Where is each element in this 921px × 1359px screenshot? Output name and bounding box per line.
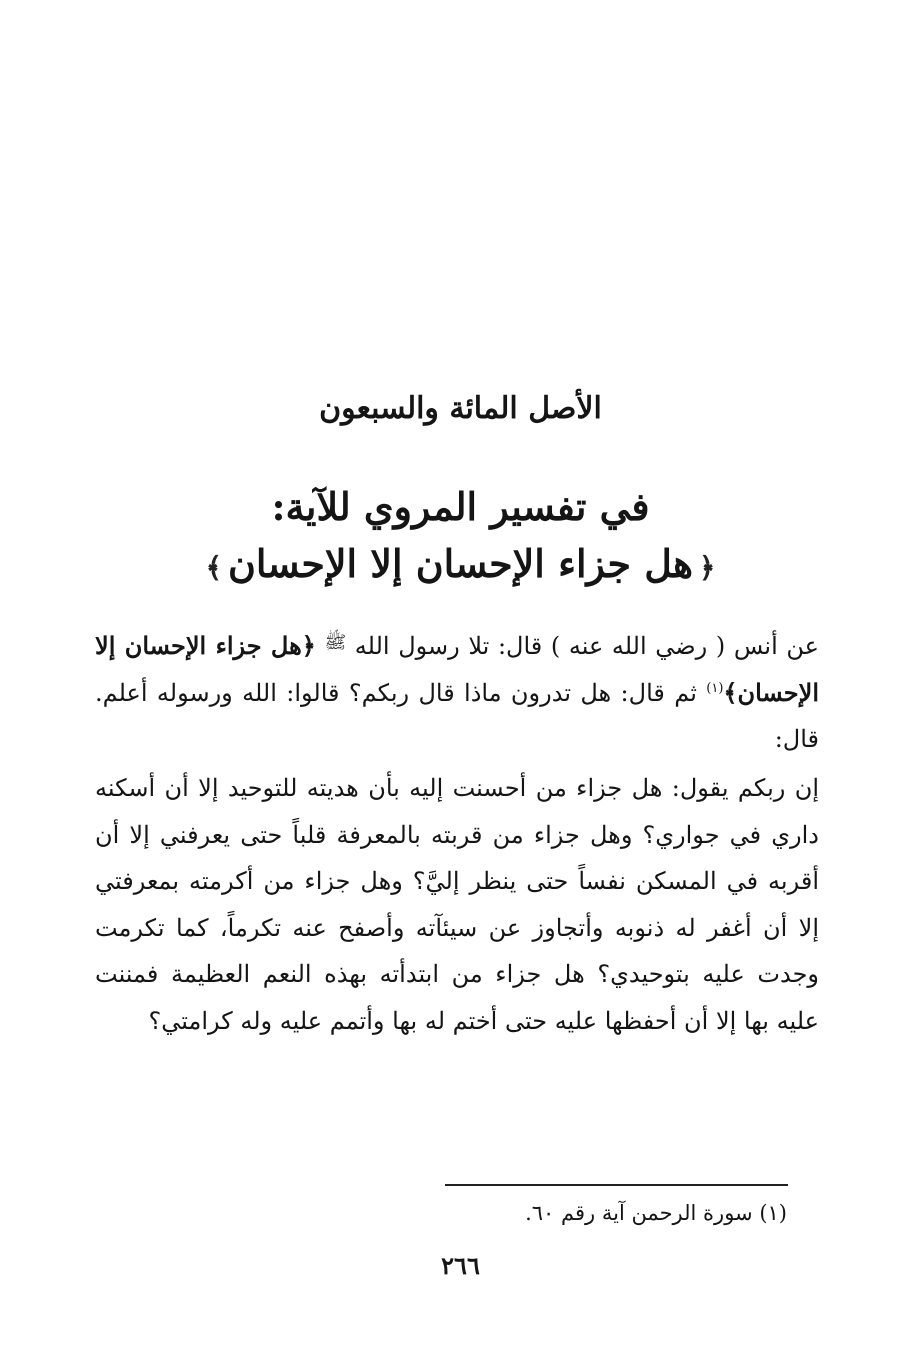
footnote-reference[interactable]: (١) [706, 680, 724, 696]
ornament-open-icon: ﴿ [699, 550, 716, 584]
page-number: ٢٦٦ [441, 1251, 480, 1280]
verse-heading-text: هل جزاء الإحسان إلا الإحسان [227, 541, 694, 586]
quran-bracket-open: ﴿ [301, 631, 316, 660]
paragraph-narration [95, 620, 819, 763]
footnote-divider [445, 1184, 788, 1186]
chapter-subtitle: في تفسير المروي للآية: [271, 484, 650, 529]
verse-heading [0, 534, 921, 598]
quran-bracket-close: ﴾ [723, 677, 738, 707]
paragraph-divine-saying: إن ربكم يقول: هل جزاء من أحسنت إليه بأن هديته للتوحيد إلا أن أسكنه داري في جواري؟ وهل جزاء من قربته بالمعرفة قلباً حتى يعرفني إلا أن أقربه في المسكن نفساً حتى ينظر إليَّ؟ وهل جزاء من أكرمته بمعرفتي إلا أن أغفر له ذنوبه وأتجاوز عن سيئآته وأصفح عنه تكرماً، كما تكرمت وجدت عليه بتوحيدي؟ هل جزاء من ابتدأته بهذه النعم العظيمة فمننت عليه بها إلا أن أحفظها عليه حتى أختم له بها وأتمم عليه وله كرامتي؟ [95, 774, 820, 1035]
narration-continuation: ثم قال: هل تدرون ماذا قال ربكم؟ قالوا: الله ورسوله أعلم. قال: [95, 678, 819, 753]
ornament-close-icon: ﴾ [205, 550, 222, 584]
quoted-verse: هل جزاء الإحسان إلا الإحسان [95, 631, 819, 707]
salutation-glyph: ﷺ [324, 632, 347, 653]
narration-intro: عن أنس ( رضي الله عنه ) قال: تلا رسول الله [354, 632, 819, 660]
chapter-title: الأصل المائة والسبعون [319, 391, 602, 426]
footnote-text: (١) سورة الرحمن آية رقم ٦٠. [525, 1201, 787, 1225]
